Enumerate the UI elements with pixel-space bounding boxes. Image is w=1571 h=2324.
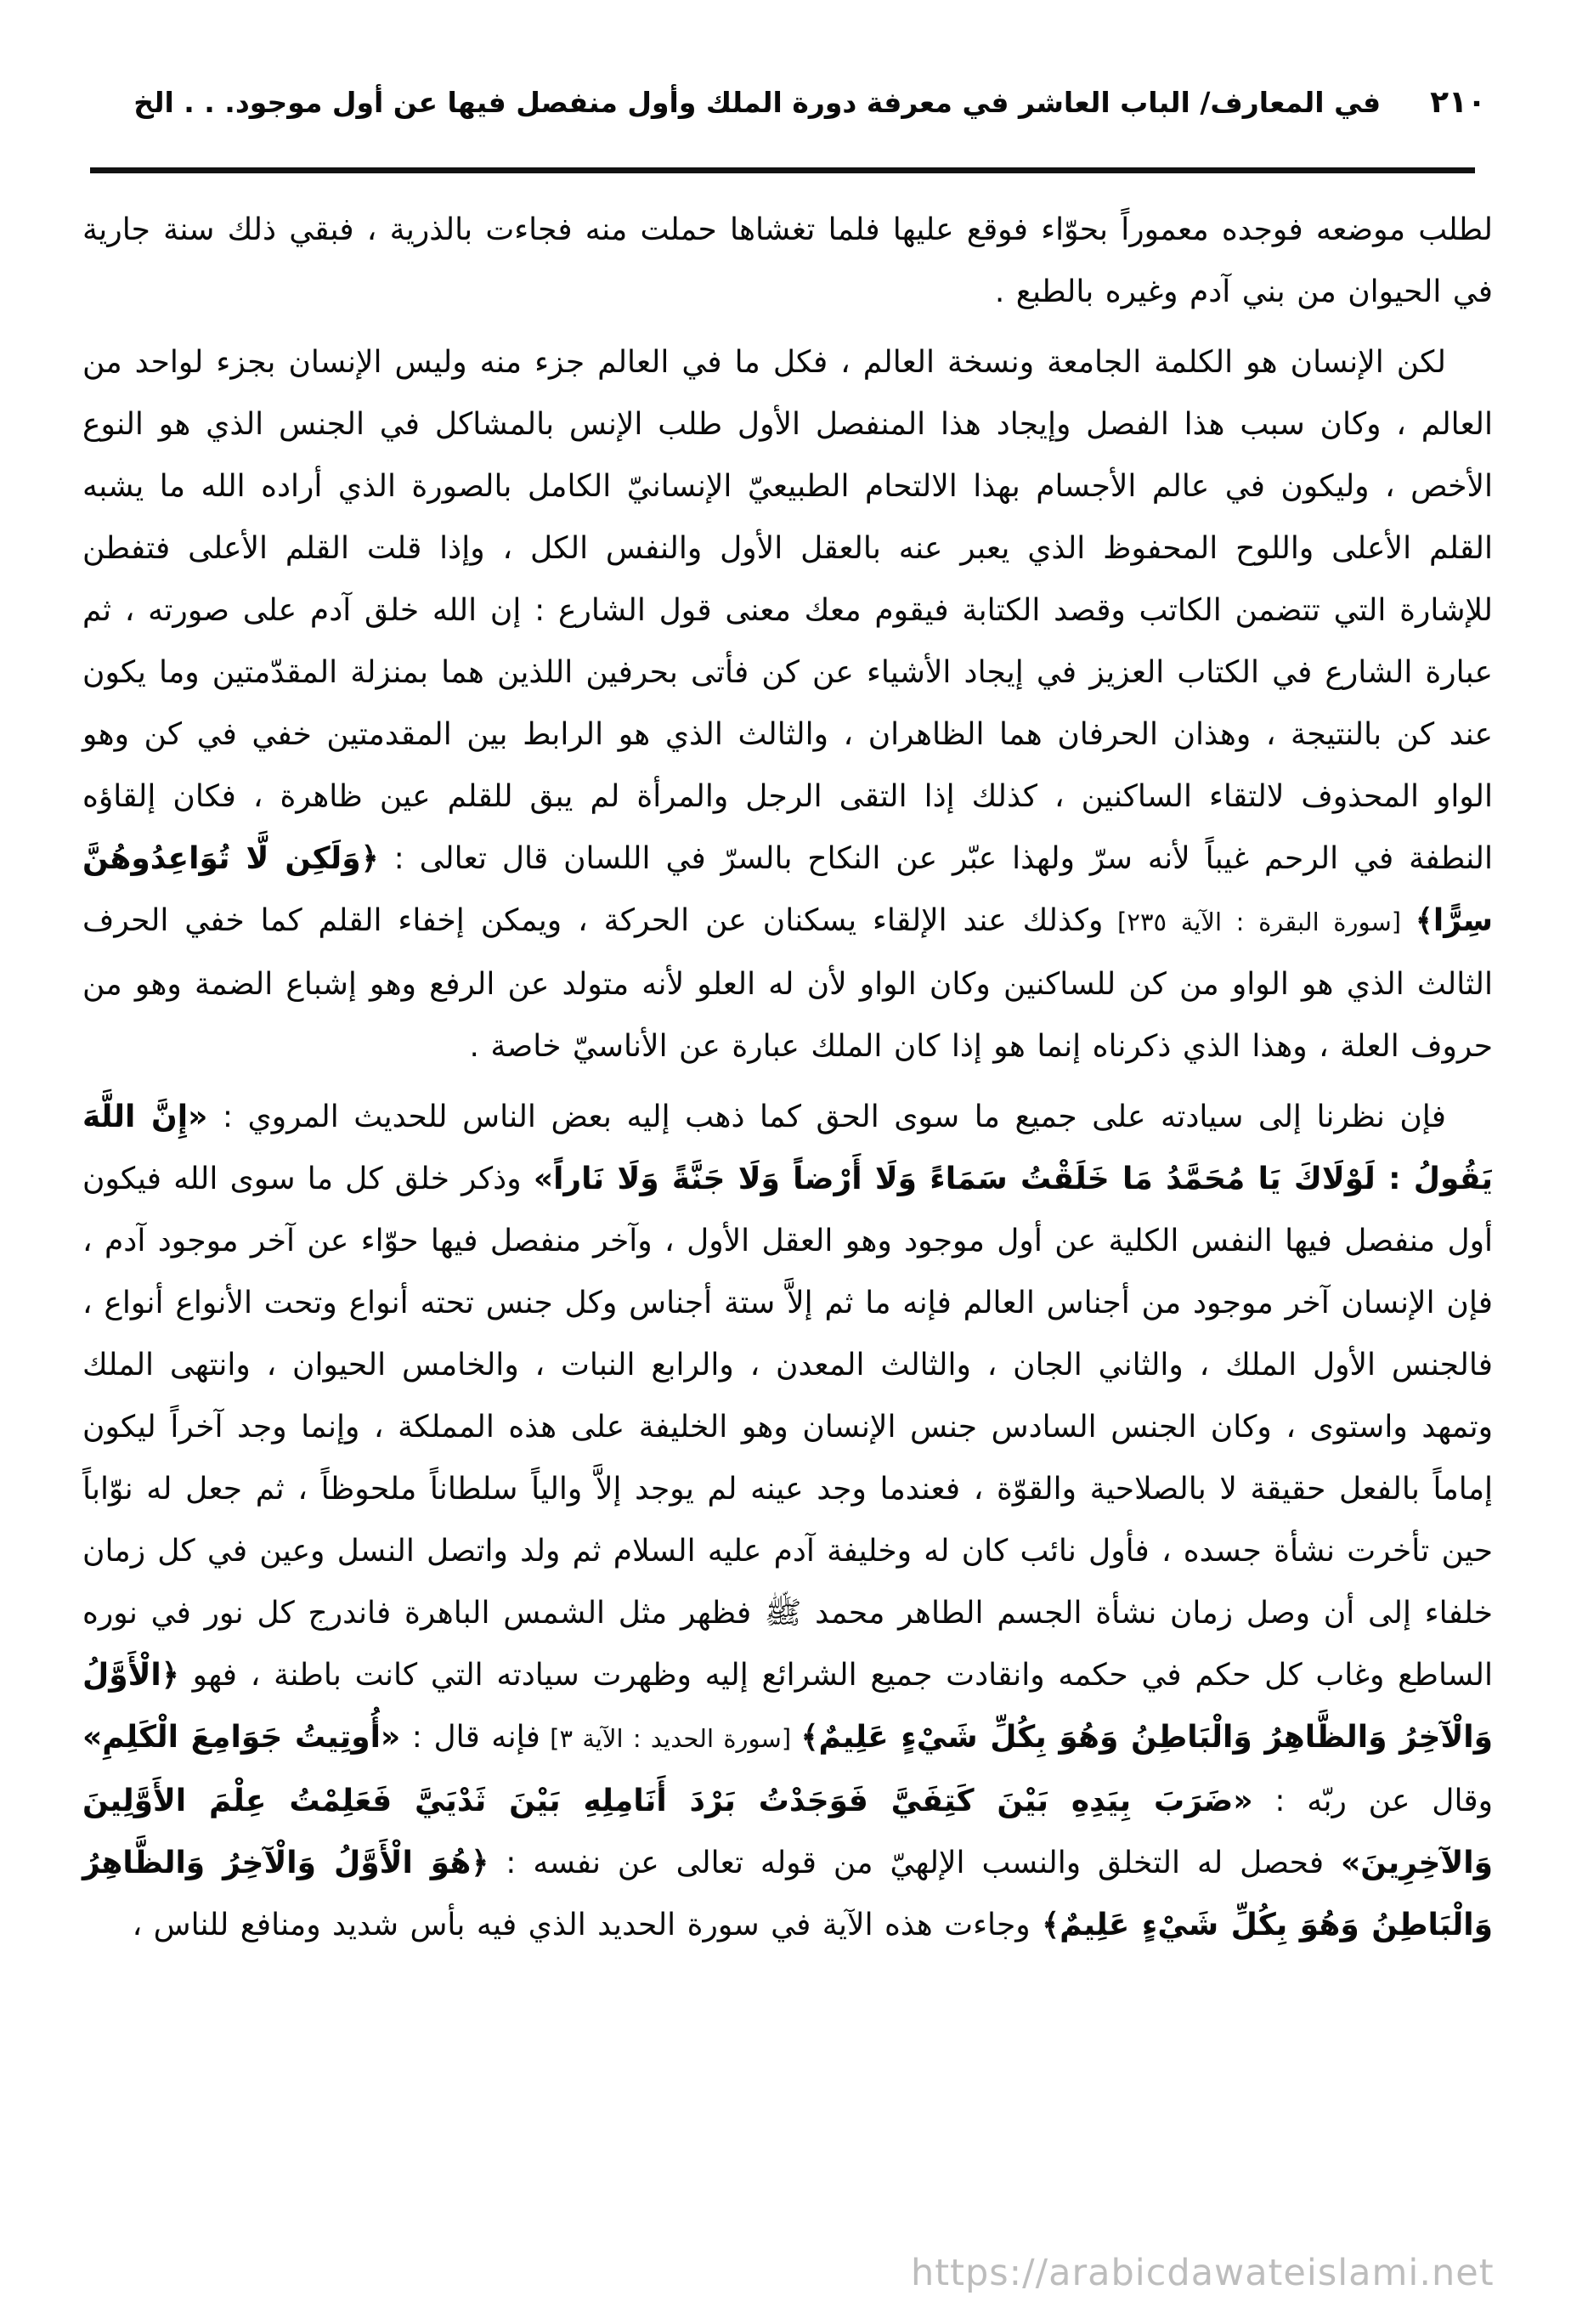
body-run: وكذلك عند الإلقاء يسكنان عن الحركة ، ويمكن إخفاء القلم كما خفي الحرف الثالث الذي هو الواو من كن للساكنين وكان الواو لأن له العلو لأنه متولد عن الرفع وهو إشباع الضمة وهو من حروف العلة ، وهذا الذي ذكرناه إنما هو إذا كان الملك عبارة عن الأناسيّ خاصة . <box>82 903 1493 1064</box>
hadith-quote: «ضَرَبَ بِيَدِهِ بَيْنَ كَتِفَيَّ فَوَجَدْتُ بَرْدَ أَنَامِلِهِ بَيْنَ ثَدْيَيَّ فَعَلِمْتُ عِلْمَ الأَوَّلِينَ وَالآخِرِينَ» <box>82 1784 1494 1880</box>
paragraph <box>82 1086 1493 1956</box>
body-run: لكن الإنسان هو الكلمة الجامعة ونسخة العالم ، فكل ما في العالم جزء منه وليس الإنسان بجزء لواحد من العالم ، وكان سبب هذا الفصل وإيجاد هذا المنفصل الأول طلب الإنس بالمشاكل في الجنس الذي هو النوع الأخص ، وليكون في عالم الأجسام بهذا الالتحام الطبيعيّ الإنسانيّ الكامل بالصورة الذي أراده الله ما يشبه القلم الأعلى واللوح المحفوظ الذي يعبر عنه بالعقل الأول والنفس الكل ، وإذا قلت القلم الأعلى فتفطن للإشارة التي تتضمن الكاتب وقصد الكتابة فيقوم معك معنى قول الشارع : إن الله خلق آدم على صورته ، ثم عبارة الشارع في الكتاب العزيز في إيجاد الأشياء عن كن فأتى بحرفين اللذين هما بمنزلة المقدّمتين وما يكون عند كن بالنتيجة ، وهذان الحرفان هما الظاهران ، والثالث الذي هو الرابط بين المقدمتين خفي في كن وهو الواو المحذوف لالتقاء الساكنين ، كذلك إذا التقى الرجل والمرأة لم يبق للقلم عين ظاهرة ، فكان إلقاؤه النطفة في الرحم غيباً لأنه سرّ ولهذا عبّر عن النكاح بالسرّ في اللسان قال تعالى : <box>82 345 1493 876</box>
body-run: فحصل له التخلق والنسب الإلهيّ من قوله تعالى عن نفسه : <box>489 1846 1341 1880</box>
paragraph <box>82 331 1493 1077</box>
body-run: وقال عن ربّه : <box>1252 1784 1494 1818</box>
body-run: وجاءت هذه الآية في سورة الحديد الذي فيه بأس شديد ومنافع للناس ، <box>132 1908 1043 1942</box>
hadith-quote: «أُوتِيتُ جَوَامِعَ الْكَلِمِ» <box>82 1720 401 1755</box>
watermark-url: https://arabicdawateislami.net <box>911 2252 1495 2294</box>
verse-reference: [سورة الحديد : الآية ٣] <box>540 1724 801 1753</box>
body-run: وذكر خلق كل ما سوى الله فيكون أول منفصل فيها النفس الكلية عن أول موجود وهو العقل الأول ، وآخر منفصل فيها حوّاء عن آخر موجود آدم ، فإن الإنسان آخر موجود من أجناس العالم فإنه ما ثم إلاَّ ستة أجناس وكل جنس تحته أنواع وتحت الأنواع أنواع ، فالجنس الأول الملك ، والثاني الجان ، والثالث المعدن ، والرابع النبات ، والخامس الحيوان ، وانتهى الملك وتمهد واستوى ، وكان الجنس السادس جنس الإنسان وهو الخليفة على هذه المملكة ، وإنما وجد آخراً ليكون إماماً بالفعل حقيقة لا بالصلاحية والقوّة ، فعندما وجد عينه لم يوجد إلاَّ والياً سلطاناً ملحوظاً ، ثم جعل له نوّاباً حين تأخرت نشأة جسده ، فأول نائب كان له وخليفة آدم عليه السلام ثم ولد واتصل النسل وعين في كل زمان خلفاء إلى أن وصل زمان نشأة الجسم الطاهر محمد ﷺ فظهر مثل الشمس الباهرة فاندرج كل نور في نوره الساطع وغاب كل حكم في حكمه وانقادت جميع الشرائع إليه وظهرت سيادته التي كانت باطنة ، فهو <box>82 1162 1493 1693</box>
quran-verse: ﴿وَلَكِن لَّا تُوَاعِدُوهُنَّ سِرًّا﴾ <box>82 841 1493 938</box>
verse-reference: [سورة البقرة : الآية ٢٣٥] <box>1103 908 1416 936</box>
paragraph <box>82 199 1493 323</box>
header-rule <box>90 167 1475 173</box>
page-number: ٢١٠ <box>1430 85 1486 120</box>
page-header <box>85 82 1486 124</box>
chapter-title: في المعارف/ الباب العاشر في معرفة دورة الملك وأول منفصل فيها عن أول موجود. . . الخ <box>133 86 1382 119</box>
quran-verse: ﴿هُوَ الْأَوَّلُ وَالْآخِرُ وَالظَّاهِرُ وَالْبَاطِنُ وَهُوَ بِكُلِّ شَيْءٍ عَلِيمٌ﴾ <box>82 1846 1493 1942</box>
body-run: فإنه قال : <box>400 1720 540 1755</box>
quran-verse: ﴿الْأَوَّلُ وَالْآخِرُ وَالظَّاهِرُ وَالْبَاطِنُ وَهُوَ بِكُلِّ شَيْءٍ عَلِيمٌ﴾ <box>82 1658 1493 1755</box>
hadith-quote: «إِنَّ اللَّهَ يَقُولُ : لَوْلَاكَ يَا مُحَمَّدُ مَا خَلَقْتُ سَمَاءً وَلَا أَرْضاً وَلَا جَنَّةً وَلَا نَاراً» <box>82 1100 1493 1196</box>
body-run: لطلب موضعه فوجده معموراً بحوّاء فوقع عليها فلما تغشاها حملت منه فجاءت بالذرية ، فبقي ذلك سنة جارية في الحيوان من بني آدم وغيره بالطبع . <box>82 212 1493 309</box>
body-run: فإن نظرنا إلى سيادته على جميع ما سوى الحق كما ذهب إليه بعض الناس للحديث المروي : <box>207 1100 1446 1134</box>
body-text <box>82 199 1493 1965</box>
